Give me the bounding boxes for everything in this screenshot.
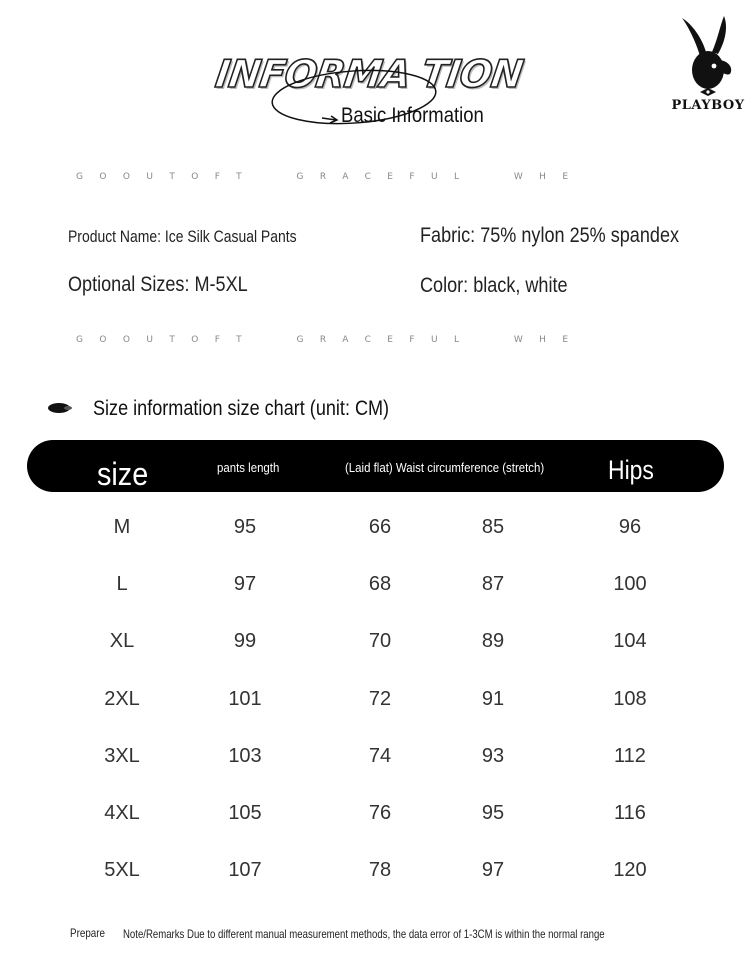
cell-size: XL: [109, 630, 135, 653]
cell-hips: 108: [613, 687, 647, 710]
table-row: [0, 554, 750, 611]
decor-spaced-text: GOOUTOFT GRACEFUL WHE: [76, 172, 585, 182]
page-subtitle: Basic Information: [341, 104, 484, 127]
cell-waist-flat: 74: [368, 744, 392, 767]
cell-length: 107: [228, 859, 262, 882]
decor-spaced-text: GOOUTOFT GRACEFUL WHE: [76, 335, 585, 345]
header-waist: (Laid flat) Waist circumference (stretch): [345, 460, 545, 475]
table-row: [0, 840, 750, 897]
cell-hips: 112: [614, 744, 646, 767]
brand-name: PLAYBOY: [671, 98, 745, 113]
cell-waist-flat: 72: [368, 687, 392, 710]
footer-label: Prepare: [70, 926, 106, 940]
cell-waist-flat: 68: [368, 573, 392, 596]
cell-waist-flat: 66: [368, 516, 392, 538]
cell-length: 105: [228, 801, 262, 824]
size-table-body: [0, 497, 750, 897]
page-title: INFORMA TION: [212, 52, 526, 96]
cell-length: 97: [233, 573, 257, 596]
cell-waist-stretch: 95: [481, 801, 505, 824]
size-chart-title: Size information size chart (unit: CM): [93, 397, 390, 420]
size-table-header: [27, 440, 724, 492]
optional-sizes: Optional Sizes: M-5XL: [68, 273, 248, 296]
cell-waist-stretch: 93: [481, 744, 505, 767]
header-size: size: [97, 456, 149, 492]
cell-size: 2XL: [104, 687, 140, 710]
cell-waist-stretch: 91: [481, 687, 505, 710]
product-name: Product Name: Ice Silk Casual Pants: [68, 227, 297, 246]
cell-waist-stretch: 87: [481, 573, 505, 596]
cell-length: 101: [228, 687, 262, 710]
table-row: [0, 783, 750, 840]
cell-hips: 100: [613, 573, 647, 596]
cell-hips: 104: [613, 630, 647, 653]
bunny-logo-icon: [678, 16, 738, 96]
table-row: [0, 611, 750, 668]
cell-waist-stretch: 89: [481, 630, 505, 653]
cell-size: 5XL: [104, 859, 140, 882]
cell-size: M: [113, 516, 131, 538]
cell-waist-stretch: 85: [481, 516, 505, 538]
header-pants-length: pants length: [217, 460, 280, 475]
footer-note: Note/Remarks Due to different manual measurement methods, the data error of 1-3CM is within the normal range: [123, 927, 605, 941]
brand-logo: [668, 16, 748, 116]
cell-size: L: [116, 573, 128, 596]
cell-waist-flat: 70: [368, 630, 392, 653]
table-row: [0, 669, 750, 726]
cell-hips: 120: [613, 859, 647, 882]
cell-length: 99: [233, 630, 257, 653]
cell-waist-flat: 76: [368, 801, 392, 824]
cell-hips: 116: [614, 801, 646, 824]
cell-waist-flat: 78: [368, 859, 392, 882]
cell-waist-stretch: 97: [481, 859, 505, 882]
cell-length: 95: [233, 516, 257, 538]
color-options: Color: black, white: [420, 274, 568, 297]
cell-size: 3XL: [104, 744, 140, 767]
cell-length: 103: [228, 744, 262, 767]
table-row: [0, 726, 750, 783]
brush-dot-icon: [46, 402, 72, 414]
table-row: [0, 497, 750, 554]
cell-size: 4XL: [104, 801, 140, 824]
cell-hips: 96: [618, 516, 642, 538]
fabric: Fabric: 75% nylon 25% spandex: [420, 224, 680, 247]
header-hips: Hips: [608, 455, 654, 485]
